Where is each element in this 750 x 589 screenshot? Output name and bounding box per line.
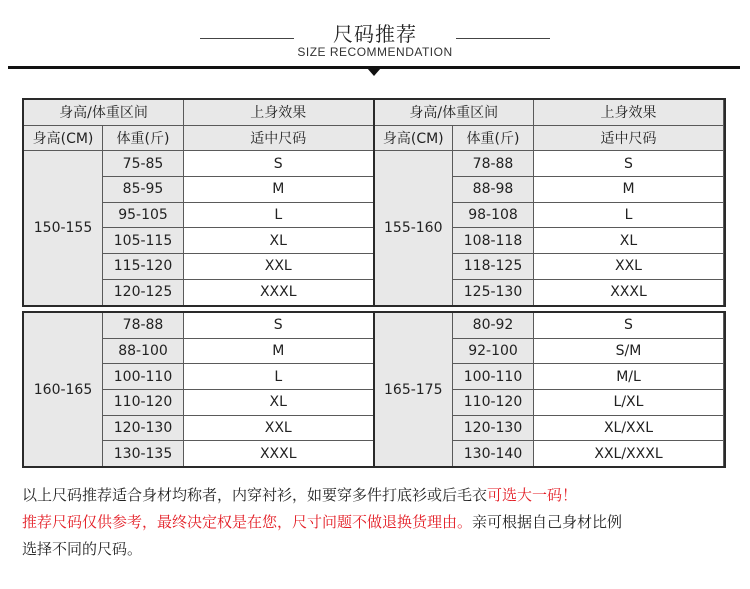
page-title: 尺码推荐 [333, 22, 417, 46]
effect-group-header: 上身效果 [534, 100, 724, 126]
height-range-cell: 150-155 [24, 151, 103, 305]
note-line-1-text: 以上尺码推荐适合身材均称者，内穿衬衫，如要穿多件打底衫或后毛衣 [22, 486, 488, 504]
size-cell: S [184, 313, 374, 339]
size-notes [22, 482, 732, 563]
note-line-2 [22, 509, 732, 536]
weight-range-cell: 78-88 [103, 313, 184, 339]
height-column-header: 身高(CM) [24, 125, 103, 151]
size-table-bottom [23, 312, 724, 467]
weight-range-cell: 130-135 [103, 441, 184, 467]
size-column-header: 适中尺码 [534, 125, 724, 151]
size-cell: XXL [184, 254, 374, 280]
table-row [24, 151, 724, 177]
weight-range-cell: 108-118 [453, 228, 534, 254]
weight-range-cell: 110-120 [453, 390, 534, 416]
size-cell: M [184, 177, 374, 203]
size-table-top [23, 99, 724, 306]
height-range-cell: 160-165 [24, 313, 103, 467]
height-range-cell: 165-175 [374, 313, 453, 467]
size-cell: L [184, 202, 374, 228]
size-cell: L/XL [534, 390, 724, 416]
weight-range-cell: 120-130 [103, 415, 184, 441]
size-cell: S [184, 151, 374, 177]
size-cell: XXXL [184, 441, 374, 467]
weight-range-cell: 120-125 [103, 279, 184, 305]
size-cell: XXXL [534, 279, 724, 305]
weight-range-cell: 100-110 [453, 364, 534, 390]
weight-range-cell: 100-110 [103, 364, 184, 390]
weight-range-cell: 125-130 [453, 279, 534, 305]
size-cell: S [534, 151, 724, 177]
table-row [24, 313, 724, 339]
weight-range-cell: 85-95 [103, 177, 184, 203]
weight-range-cell: 80-92 [453, 313, 534, 339]
weight-range-cell: 118-125 [453, 254, 534, 280]
size-cell: XL [184, 228, 374, 254]
size-cell: XXXL [184, 279, 374, 305]
size-cell: M/L [534, 364, 724, 390]
note-line-1-highlight: 可选大一码！ [487, 486, 578, 504]
note-line-1 [22, 482, 732, 509]
height-range-cell: 155-160 [374, 151, 453, 305]
size-cell: S/M [534, 338, 724, 364]
size-cell: XL [184, 390, 374, 416]
note-line-2-text: 亲可根据自己身材比例 [472, 513, 623, 531]
size-cell: XXL/XXXL [534, 441, 724, 467]
weight-range-cell: 88-100 [103, 338, 184, 364]
size-column-header: 适中尺码 [184, 125, 374, 151]
weight-range-cell: 110-120 [103, 390, 184, 416]
weight-range-cell: 120-130 [453, 415, 534, 441]
range-group-header: 身高/体重区间 [24, 100, 184, 126]
weight-range-cell: 88-98 [453, 177, 534, 203]
divider-arrow-icon [367, 68, 381, 76]
size-cell: S [534, 313, 724, 339]
size-cell: M [534, 177, 724, 203]
note-line-2-highlight: 推荐尺码仅供参考，最终决定权是在您，尺寸问题不做退换货理由。 [22, 513, 473, 531]
size-cell: XXL [184, 415, 374, 441]
note-line-3-text: 选择不同的尺码。 [22, 540, 143, 558]
height-column-header: 身高(CM) [374, 125, 453, 151]
size-cell: XXL [534, 254, 724, 280]
page-header [0, 0, 750, 80]
size-cell: L [534, 202, 724, 228]
page-subtitle: SIZE RECOMMENDATION [297, 45, 453, 59]
range-group-header: 身高/体重区间 [374, 100, 534, 126]
weight-range-cell: 115-120 [103, 254, 184, 280]
table-header-row [24, 125, 724, 151]
size-cell: XL/XXL [534, 415, 724, 441]
size-cell: XL [534, 228, 724, 254]
size-cell: L [184, 364, 374, 390]
weight-column-header: 体重(斤) [453, 125, 534, 151]
weight-range-cell: 92-100 [453, 338, 534, 364]
size-cell: M [184, 338, 374, 364]
weight-range-cell: 105-115 [103, 228, 184, 254]
weight-range-cell: 98-108 [453, 202, 534, 228]
weight-range-cell: 78-88 [453, 151, 534, 177]
weight-column-header: 体重(斤) [103, 125, 184, 151]
weight-range-cell: 130-140 [453, 441, 534, 467]
weight-range-cell: 75-85 [103, 151, 184, 177]
effect-group-header: 上身效果 [184, 100, 374, 126]
table-header-row [24, 100, 724, 126]
note-line-3 [22, 536, 732, 563]
weight-range-cell: 95-105 [103, 202, 184, 228]
